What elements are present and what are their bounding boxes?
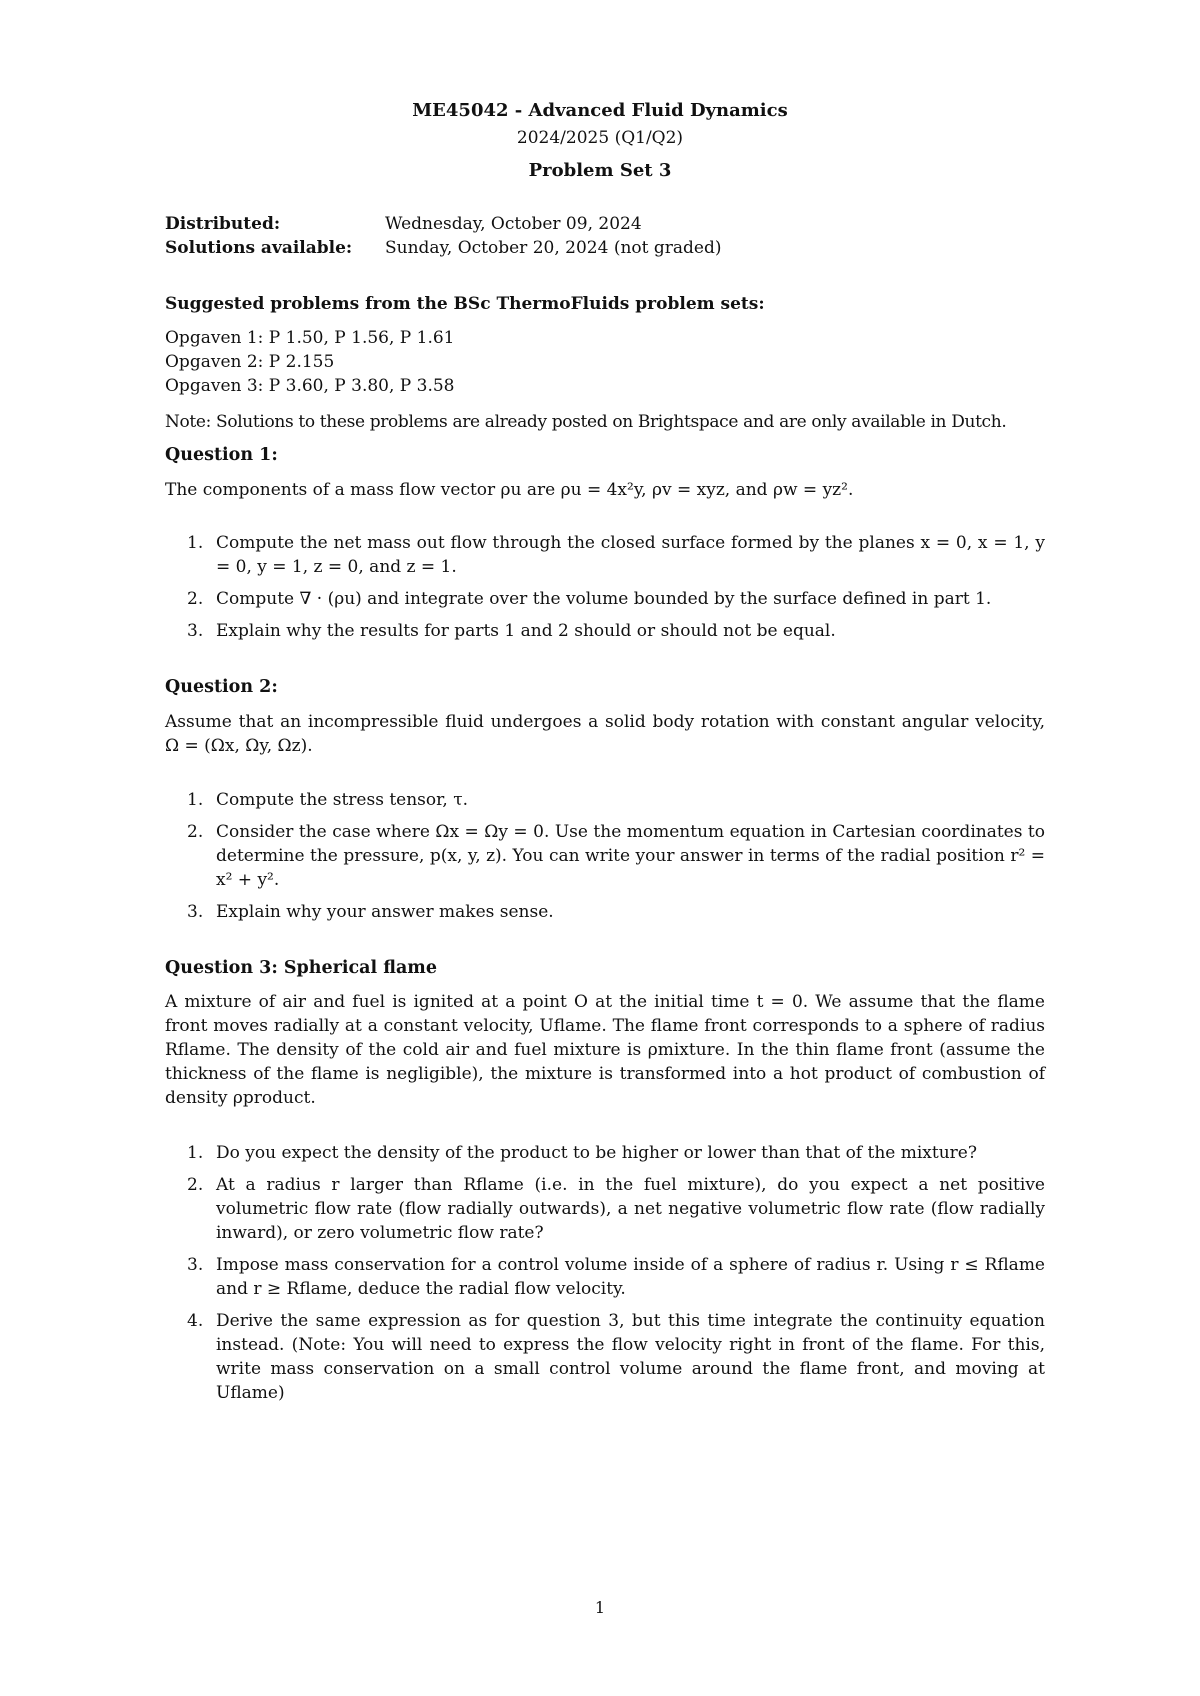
question-3-heading: Question 3: Spherical flame — [165, 958, 437, 978]
distributed-row — [165, 212, 1045, 236]
question-1-list — [165, 531, 1045, 651]
suggested-line: Opgaven 1: P 1.50, P 1.56, P 1.61 — [165, 328, 455, 348]
list-item: 3. Explain why your answer makes sense. — [187, 902, 554, 922]
list-item: 3. Impose mass conservation for a control volume inside of a sphere of radius r. Using r ≤ Rflame and r ≥ Rflame, deduce the radial flow velocity. — [187, 1255, 1045, 1299]
question-2-heading: Question 2: — [165, 677, 278, 697]
course-title: ME45042 - Advanced Fluid Dynamics — [412, 100, 788, 121]
question-1-heading: Question 1: — [165, 445, 278, 465]
problem-set-title: Problem Set 3 — [528, 160, 672, 181]
solutions-value: Sunday, October 20, 2024 (not graded) — [385, 238, 722, 258]
question-3-list — [165, 1141, 1045, 1413]
list-item: 3. Explain why the results for parts 1 and 2 should or should not be equal. — [187, 621, 836, 641]
page-number: 1 — [594, 1598, 606, 1617]
suggested-line: Opgaven 3: P 3.60, P 3.80, P 3.58 — [165, 376, 455, 396]
list-item: 2. Consider the case where Ωx = Ωy = 0. Use the momentum equation in Cartesian coordinates to determine the pressure, p(x, y, z). You can write your answer in terms of the radial position r² = x² + y². — [187, 822, 1045, 890]
distributed-label: Distributed: — [165, 214, 281, 234]
list-item: 1. Compute the stress tensor, τ. — [187, 790, 469, 810]
suggested-heading: Suggested problems from the BSc ThermoFluids problem sets: — [165, 294, 765, 314]
suggested-note: Note: Solutions to these problems are already posted on Brightspace and are only available in Dutch. — [165, 412, 1007, 432]
question-3-intro: A mixture of air and fuel is ignited at a point O at the initial time t = 0. We assume that the flame front moves radially at a constant velocity, Uflame. The flame front corresponds to a sphere of radius Rflame. The density of the cold air and fuel mixture is ρmixture. In the thin flame front (assume the thickness of the flame is negligible), the mixture is transformed into a hot product of combustion of density ρproduct. — [165, 992, 1045, 1108]
list-item: 1. Do you expect the density of the product to be higher or lower than that of the mixture? — [187, 1143, 977, 1163]
list-item: 4. Derive the same expression as for question 3, but this time integrate the continuity equation instead. (Note: You will need to express the flow velocity right in front of the flame. For this, write mass conservation on a small control volume around the flame front, and moving at Uflame) — [187, 1311, 1045, 1403]
term: 2024/2025 (Q1/Q2) — [516, 128, 684, 148]
suggested-line: Opgaven 2: P 2.155 — [165, 352, 335, 372]
list-item: 2. At a radius r larger than Rflame (i.e. in the fuel mixture), do you expect a net positive volumetric flow rate (flow radially outwards), a net negative volumetric flow rate (flow radially inward), or zero volumetric flow rate? — [187, 1175, 1045, 1243]
dates-table — [165, 212, 1045, 260]
suggested-list — [165, 326, 1045, 398]
solutions-label: Solutions available: — [165, 238, 353, 258]
question-2-intro: Assume that an incompressible fluid undergoes a solid body rotation with constant angular velocity, Ω = (Ωx, Ωy, Ωz). — [165, 712, 1045, 756]
question-2-list — [165, 788, 1045, 932]
list-item: 2. Compute ∇ · (ρu) and integrate over the volume bounded by the surface defined in part 1. — [187, 589, 992, 609]
question-1-intro: The components of a mass flow vector ρu are ρu = 4x²y, ρv = xyz, and ρw = yz². — [165, 480, 854, 500]
distributed-value: Wednesday, October 09, 2024 — [385, 214, 642, 234]
solutions-row — [165, 236, 1045, 260]
list-item: 1. Compute the net mass out flow through the closed surface formed by the planes x = 0, x = 1, y = 0, y = 1, z = 0, and z = 1. — [187, 533, 1045, 577]
